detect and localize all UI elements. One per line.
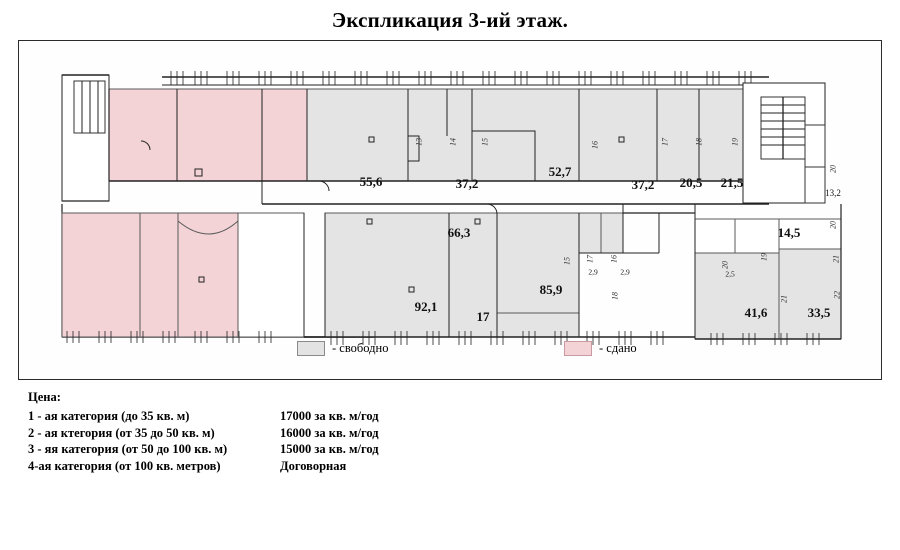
axis-number: 19 [759, 253, 769, 261]
axis-number: 16 [590, 141, 600, 149]
pricing-row [28, 458, 728, 475]
room-label-13-2: 13,2 [825, 188, 841, 198]
axis-number: 16 [609, 255, 619, 263]
pricing-value: 17000 за кв. м/год [280, 409, 379, 423]
legend-taken [564, 341, 637, 356]
pricing-category: 4-ая категория (от 100 кв. метров) [28, 458, 221, 473]
room-label-37-2-a: 37,2 [455, 176, 479, 191]
pricing-value: 15000 за кв. м/год [280, 442, 379, 456]
legend-free [297, 341, 388, 356]
room-label-2-9-b: 2,9 [620, 267, 630, 277]
room-label-66-3: 66,3 [447, 225, 471, 240]
room-label-37-2-b: 37,2 [631, 177, 655, 192]
pricing-value: Договорная [280, 458, 347, 473]
room-label-2-9-a: 2,9 [588, 267, 598, 277]
pricing-category: 2 - ая ктегория (от 35 до 50 кв. м) [28, 425, 215, 440]
axis-number: 19 [730, 138, 740, 146]
pricing-row [28, 425, 728, 442]
room-label-17: 17 [476, 309, 490, 324]
pricing-row [28, 408, 728, 425]
room-label-92-1: 92,1 [414, 299, 438, 314]
legend-free-swatch [297, 341, 325, 356]
axis-number: 15 [562, 257, 572, 265]
axis-number: 15 [480, 138, 490, 146]
room-label-20-5: 20,5 [679, 175, 703, 190]
axis-number: 20 [720, 261, 730, 269]
floor-plan-drawing [19, 41, 881, 379]
room-label-85-9: 85,9 [539, 282, 563, 297]
room-label-55-6: 55,6 [359, 174, 383, 189]
axis-number: 17 [585, 255, 595, 263]
page-title: Экспликация 3-ий этаж. [331, 8, 569, 32]
axis-number: 17 [660, 138, 670, 146]
legend-free-label: - свободно [332, 341, 389, 355]
axis-number: 18 [610, 292, 620, 300]
room-label-21-5: 21,5 [720, 175, 744, 190]
legend-taken-label: - сдано [599, 341, 637, 355]
room-label-14-5: 14,5 [777, 225, 801, 240]
axis-number: 18 [694, 138, 704, 146]
axis-number: 21 [779, 295, 789, 303]
axis-number: 20 [828, 165, 838, 173]
pricing-category: 3 - яя категория (от 50 до 100 кв. м) [28, 442, 228, 456]
pricing-block [28, 390, 728, 474]
pricing-row [28, 441, 728, 458]
room-label-41-6: 41,6 [744, 305, 768, 320]
pricing-value: 16000 за кв. м/год [280, 425, 379, 440]
floor-plan-frame [18, 40, 882, 380]
axis-number: 21 [831, 255, 841, 263]
axis-number: 14 [448, 138, 458, 146]
axis-number: 20 [828, 221, 838, 229]
room-label-52-7: 52,7 [548, 164, 572, 179]
pricing-heading: Цена: [28, 390, 61, 404]
room-label-2-5: 2,5 [725, 269, 735, 279]
room-label-33-5: 33,5 [807, 305, 831, 320]
axis-number: 22 [832, 291, 842, 299]
pricing-category: 1 - ая категория (до 35 кв. м) [28, 409, 190, 423]
legend-taken-swatch [564, 341, 592, 356]
axis-number: 13 [414, 138, 424, 146]
